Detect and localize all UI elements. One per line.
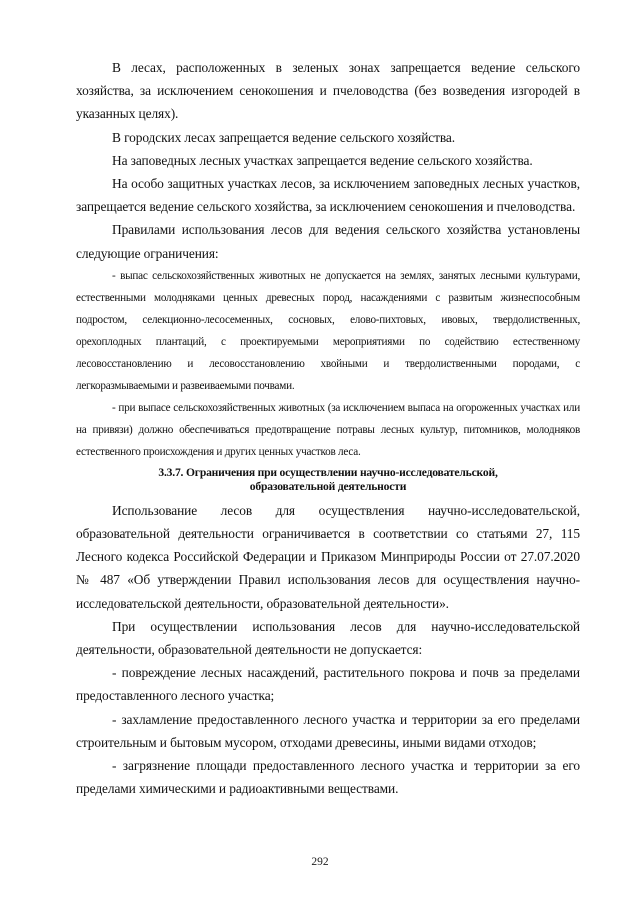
paragraph-not-allowed-intro: При осуществлении использования лесов для научно-исследовательской деятельности, образовательной деятельности не допускается:: [76, 618, 580, 658]
paragraph-city-forests: В городских лесах запрещается ведение сельского хозяйства.: [112, 129, 456, 145]
section-heading-line-2: образовательной деятельности: [249, 480, 407, 494]
paragraph-research-usage: Использование лесов для осуществления научно-исследовательской, образовательной деятельности ограничивается в соответствии со статьями 27, 115 Лесного кодекса Российской Федерации и Приказом Минприроды России от 27.07.2020 № 487 «Об утверждении Правил использования лесов для осуществления научно-исследовательской деятельности, образовательной деятельности».: [76, 502, 580, 611]
list-item-littering: - захламление предоставленного лесного участка и территории за его пределами строительным и бытовым мусором, отходами древесины, иными видами отходов;: [76, 711, 580, 750]
document-page: [76, 56, 580, 800]
page-number: 292: [311, 856, 329, 868]
section-heading: [76, 463, 580, 499]
paragraph-green-zones: В лесах, расположенных в зеленых зонах запрещается ведение сельского хозяйства, за исключением сенокошения и пчеловодства (без возведения изгородей в указанных целях).: [76, 60, 580, 122]
paragraph-rules-intro: Правилами использования лесов для ведения сельского хозяйства установлены следующие ограничения:: [76, 222, 580, 261]
list-item-grazing-protection: - при выпасе сельскохозяйственных животных (за исключением выпаса на огороженных участках или на привязи) должно обеспечиваться предотвращение потравы лесных культур, питомников, молодняков естественного происхождения и других ценных участков леса.: [76, 401, 580, 458]
list-item-grazing-restriction: - выпас сельскохозяйственных животных не допускается на землях, занятых лесными культурами, естественными молодняками ценных древесных пород, насаждениями с развитым жизнеспособным подростом, селекционно-лесосеменных, сосновых, елово-пихтовых, ивовых, твердолиственных, орехоплодных плантаций, с проектируемыми мероприятиями по содействию естественному лесовосстановлению и лесовосстановлению хвойными и твердолиственными породами, с легкоразмываемыми и развеиваемыми почвами.: [76, 269, 580, 392]
list-item-damage: - повреждение лесных насаждений, растительного покрова и почв за пределами предоставленного лесного участка;: [76, 665, 580, 704]
paragraph-reserved-plots: На заповедных лесных участках запрещается ведение сельского хозяйства.: [112, 152, 533, 168]
section-heading-line-1: 3.3.7. Ограничения при осуществлении научно-исследовательской,: [158, 465, 498, 479]
list-item-pollution: - загрязнение площади предоставленного лесного участка и территории за его пределами химическими и радиоактивными веществами.: [76, 758, 580, 797]
paragraph-protective-plots: На особо защитных участках лесов, за исключением заповедных лесных участков, запрещается ведение сельского хозяйства, за исключением сенокошения и пчеловодства.: [76, 176, 580, 215]
